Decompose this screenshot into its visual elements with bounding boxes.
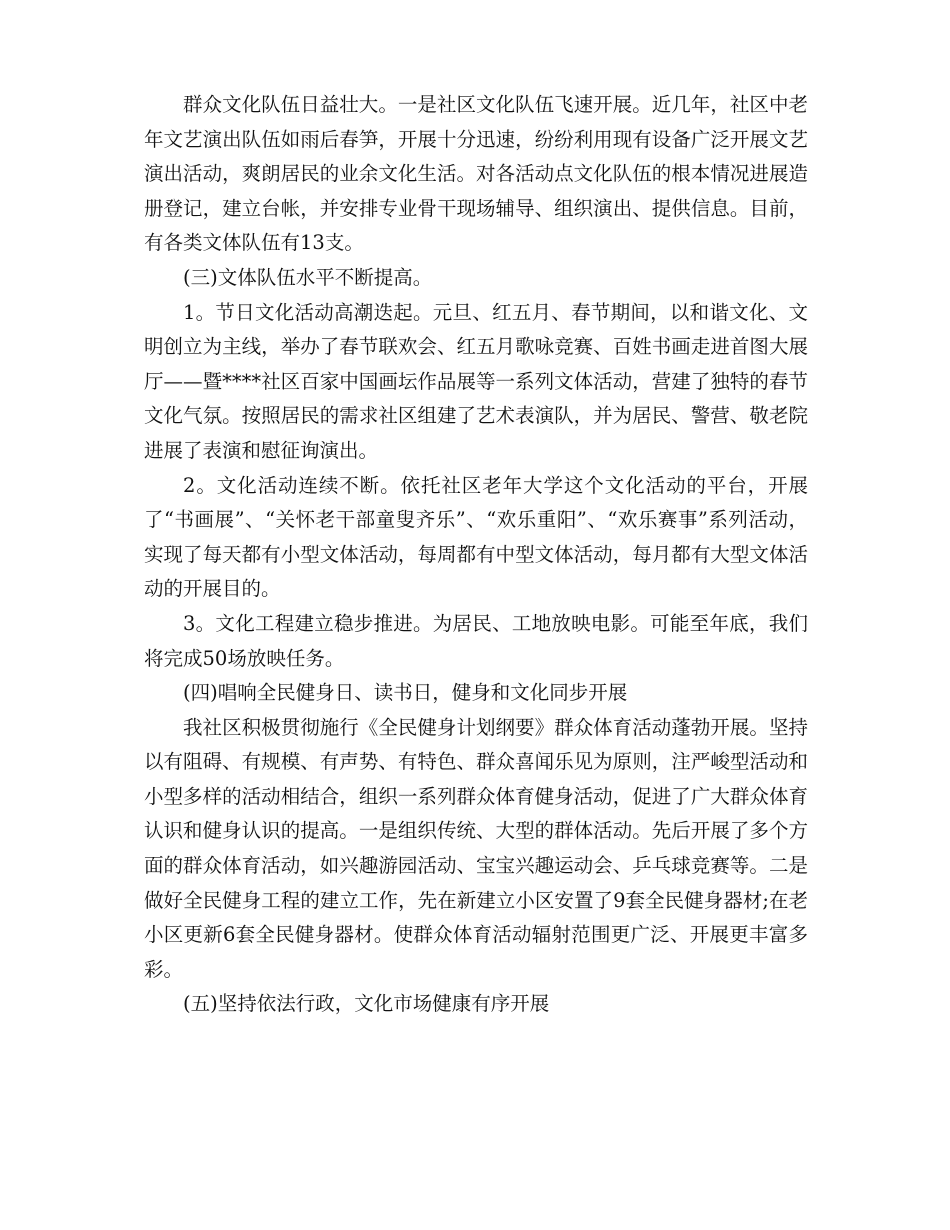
paragraph-festival-activities: 1。节日文化活动高潮迭起。元旦、红五月、春节期间，以和谐文化、文明创立为主线，举办了春节联欢会、红五月歌咏竞赛、百姓书画走进首图大展厅——暨****社区百家中国画坛作品展等一系列文体活动，营建了独特的春节文化气氛。按照居民的需求社区组建了艺术表演队，并为居民、警营、敬老院进展了表演和慰征询演出。 [144, 300, 808, 462]
paragraph-continuous-activities: 2。文化活动连续不断。依托社区老年大学这个文化活动的平台，开展了“书画展”、“关怀老干部童叟齐乐”、“欢乐重阳”、“欢乐赛事”系列活动，实现了每天都有小型文体活动，每周都有中型文体活动，每月都有大型文体活动的开展目的。 [144, 473, 808, 601]
heading-section-five: (五)坚持依法行政，文化市场健康有序开展 [183, 992, 550, 1016]
document-body [144, 88, 808, 1022]
heading-section-four: (四)唱响全民健身日、读书日，健身和文化同步开展 [183, 681, 628, 705]
heading-section-three: (三)文体队伍水平不断提高。 [183, 265, 433, 289]
paragraph-film-project: 3。文化工程建立稳步推进。为居民、工地放映电影。可能至年底，我们将完成50场放映任务。 [144, 611, 808, 670]
paragraph-fitness-plan: 我社区积极贯彻施行《全民健身计划纲要》群众体育活动蓬勃开展。坚持以有阻碍、有规模、有声势、有特色、群众喜闻乐见为原则，注严峻型活动和小型多样的活动相结合，组织一系列群众体育健身活动，促进了广大群众体育认识和健身认识的提高。一是组织传统、大型的群体活动。先后开展了多个方面的群众体育活动，如兴趣游园活动、宝宝兴趣运动会、乒乓球竞赛等。二是做好全民健身工程的建立工作，先在新建立小区安置了9套全民健身器材;在老小区更新6套全民健身器材。使群众体育活动辐射范围更广泛、开展更丰富多彩。 [144, 715, 808, 981]
paragraph-team-growth: 群众文化队伍日益壮大。一是社区文化队伍飞速开展。近几年，社区中老年文艺演出队伍如雨后春笋，开展十分迅速，纷纷利用现有设备广泛开展文艺演出活动，爽朗居民的业余文化生活。对各活动点文化队伍的根本情况进展造册登记，建立台帐，并安排专业骨干现场辅导、组织演出、提供信息。目前，有各类文体队伍有13支。 [144, 93, 808, 255]
